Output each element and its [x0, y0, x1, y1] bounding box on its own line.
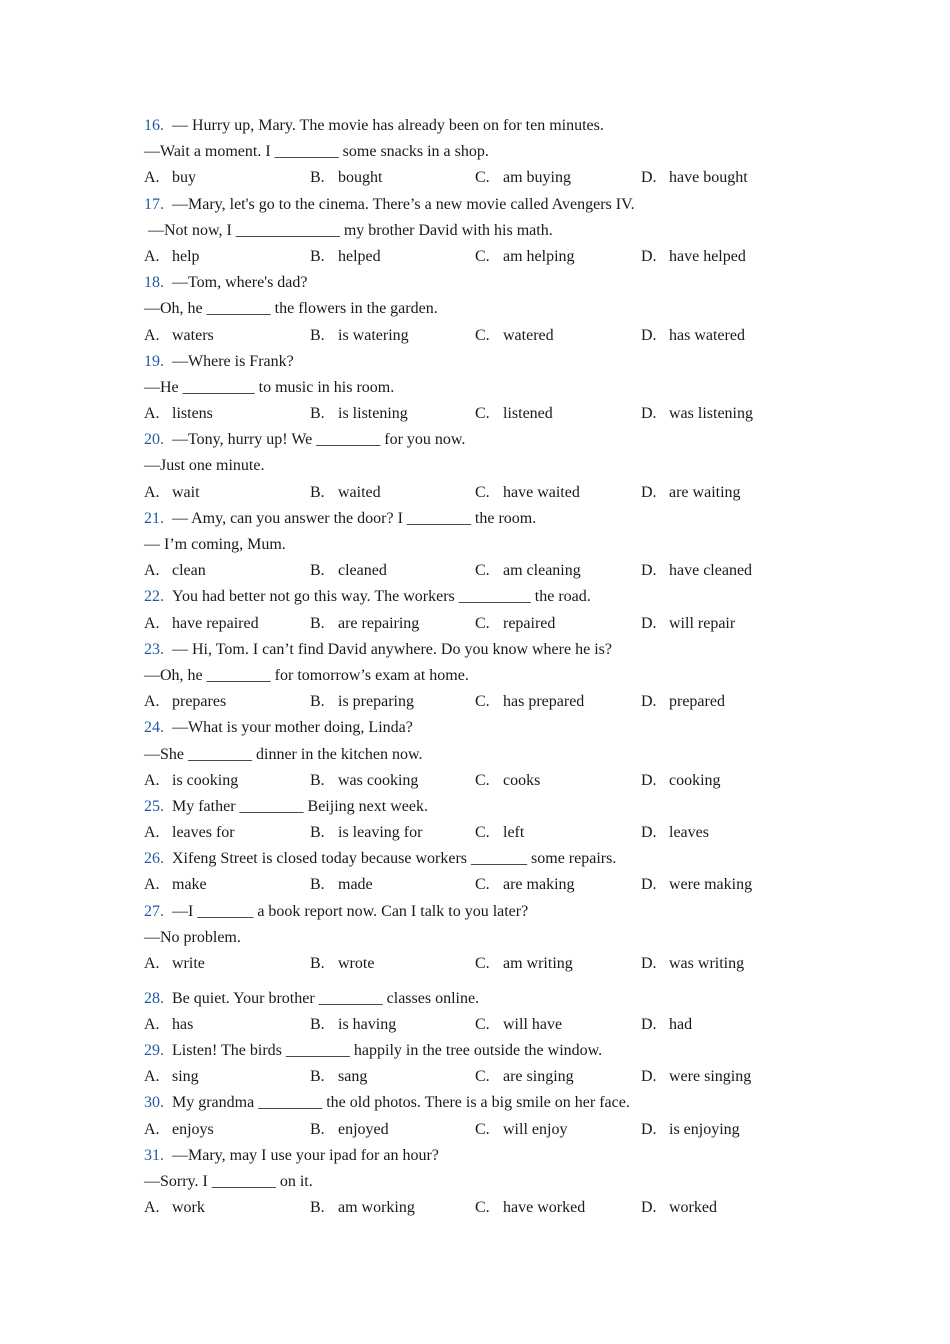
answer-option[interactable] [310, 872, 373, 898]
option-text: buy [172, 169, 196, 187]
question-number: 26. [144, 850, 164, 868]
option-letter: B. [310, 247, 325, 265]
answer-option[interactable] [310, 1012, 396, 1038]
option-letter: B. [310, 614, 325, 632]
number-spacer [164, 641, 172, 658]
option-text: have waited [503, 483, 580, 501]
option-text: have worked [503, 1199, 586, 1217]
answer-options [144, 611, 824, 637]
answer-option[interactable] [310, 768, 418, 794]
option-letter: D. [641, 1120, 657, 1138]
question-number: 21. [144, 509, 164, 527]
option-letter: C. [475, 247, 490, 265]
option-letter: C. [475, 169, 490, 187]
question-stem [144, 584, 824, 610]
answer-option[interactable] [475, 558, 581, 584]
answer-option[interactable] [641, 323, 745, 349]
option-text: am working [338, 1199, 415, 1217]
question-stem [144, 986, 824, 1012]
option-letter: C. [475, 1199, 490, 1217]
option-text: wait [172, 483, 200, 501]
question-text: — Hurry up, Mary. The movie has already been on for ten minutes. [172, 117, 604, 134]
answer-option[interactable] [641, 1064, 751, 1090]
question-number: 29. [144, 1042, 164, 1060]
question-list [144, 113, 824, 1221]
option-letter: B. [310, 483, 325, 501]
option-letter: B. [310, 876, 325, 894]
number-spacer [164, 196, 172, 213]
number-spacer [164, 1094, 172, 1111]
question-dialogue-line [144, 218, 824, 244]
answer-option[interactable] [310, 820, 422, 846]
question-number: 22. [144, 588, 164, 606]
option-text: has watered [669, 326, 745, 344]
option-letter: D. [641, 955, 657, 972]
option-text: have repaired [172, 614, 259, 632]
option-text: help [172, 247, 200, 265]
question-dialogue-line [144, 375, 824, 401]
option-text: were making [669, 876, 753, 894]
question-text: — I’m coming, Mum. [144, 536, 286, 553]
answer-option[interactable] [144, 951, 205, 977]
option-text: are waiting [669, 483, 741, 501]
answer-option[interactable] [144, 611, 259, 637]
option-text: clean [172, 562, 206, 580]
question-dialogue-line [144, 742, 824, 768]
answer-option[interactable] [641, 611, 735, 637]
option-letter: D. [641, 771, 657, 789]
answer-options [144, 689, 824, 715]
question-stem [144, 1090, 824, 1116]
question-dialogue-line [144, 532, 824, 558]
answer-option[interactable] [475, 1117, 567, 1143]
answer-option[interactable] [310, 558, 387, 584]
option-letter: A. [144, 326, 160, 344]
question-number: 16. [144, 117, 164, 134]
question-text: —Oh, he ________ for tomorrow’s exam at home. [144, 666, 469, 684]
option-text: sang [338, 1068, 368, 1086]
option-letter: B. [310, 326, 325, 344]
option-text: will repair [669, 614, 736, 632]
answer-option[interactable] [475, 768, 540, 794]
option-text: cooks [503, 771, 541, 789]
answer-option[interactable] [310, 244, 381, 270]
option-letter: B. [310, 1068, 325, 1086]
answer-option[interactable] [310, 1117, 389, 1143]
question-text: Xifeng Street is closed today because workers _______ some repairs. [172, 850, 617, 868]
option-letter: B. [310, 562, 325, 580]
option-text: is watering [338, 326, 409, 344]
question-stem [144, 113, 824, 139]
option-letter: C. [475, 955, 490, 972]
option-text: leaves for [172, 824, 235, 842]
answer-option[interactable] [641, 480, 741, 506]
question-stem [144, 899, 824, 925]
question-number: 30. [144, 1094, 164, 1112]
option-text: was writing [669, 955, 745, 972]
option-letter: C. [475, 1068, 490, 1086]
option-letter: B. [310, 693, 325, 711]
question-number: 24. [144, 719, 164, 737]
question-text: —Where is Frank? [172, 352, 294, 370]
answer-option[interactable] [475, 951, 573, 977]
option-letter: C. [475, 876, 490, 894]
answer-option[interactable] [641, 1195, 717, 1221]
option-letter: D. [641, 1068, 657, 1086]
option-letter: B. [310, 955, 325, 972]
answer-option[interactable] [641, 401, 753, 427]
question-number: 20. [144, 431, 164, 449]
answer-option[interactable] [475, 244, 575, 270]
answer-option[interactable] [641, 768, 721, 794]
option-letter: D. [641, 247, 657, 265]
answer-option[interactable] [641, 872, 752, 898]
option-text: is having [338, 1015, 397, 1033]
question-stem [144, 192, 824, 218]
option-text: is preparing [338, 693, 414, 711]
question-number: 25. [144, 797, 164, 815]
answer-option[interactable] [475, 611, 555, 637]
option-letter: A. [144, 876, 160, 894]
answer-option[interactable] [310, 1195, 415, 1221]
question-stem [144, 715, 824, 741]
number-spacer [164, 274, 172, 291]
option-text: wrote [338, 955, 375, 972]
option-letter: B. [310, 1120, 325, 1138]
question-number: 18. [144, 274, 164, 292]
answer-options [144, 1195, 824, 1221]
question-text: —Oh, he ________ the flowers in the garden. [144, 300, 438, 318]
option-text: have cleaned [669, 562, 753, 580]
answer-option[interactable] [310, 480, 381, 506]
number-spacer [164, 353, 172, 370]
question-text: —Just one minute. [144, 457, 265, 475]
option-text: helped [338, 247, 381, 265]
number-spacer [164, 990, 172, 1007]
answer-option[interactable] [475, 323, 554, 349]
option-letter: D. [641, 1199, 657, 1217]
option-letter: A. [144, 405, 160, 423]
answer-option[interactable] [144, 872, 207, 898]
option-letter: D. [641, 614, 657, 632]
option-letter: A. [144, 562, 160, 580]
option-text: was listening [669, 405, 753, 423]
question-text: Listen! The birds ________ happily in the tree outside the window. [172, 1042, 603, 1060]
question-dialogue-line [144, 663, 824, 689]
number-spacer [164, 431, 172, 448]
question-text: — Amy, can you answer the door? I ________ the room. [172, 509, 537, 527]
option-text: waters [172, 326, 214, 344]
question-stem [144, 1143, 824, 1169]
number-spacer [164, 719, 172, 736]
option-letter: A. [144, 169, 160, 187]
option-text: write [172, 955, 205, 972]
option-letter: C. [475, 1015, 490, 1033]
option-text: bought [338, 169, 383, 187]
answer-options [144, 323, 824, 349]
question-number: 28. [144, 989, 164, 1007]
question-number: 31. [144, 1146, 164, 1164]
answer-option[interactable] [310, 611, 419, 637]
answer-option[interactable] [475, 689, 584, 715]
option-letter: D. [641, 824, 657, 842]
option-text: cooking [669, 771, 721, 789]
option-text: are singing [503, 1068, 574, 1086]
answer-option[interactable] [475, 401, 553, 427]
answer-options [144, 244, 824, 270]
answer-option[interactable] [144, 480, 200, 506]
answer-option[interactable] [475, 480, 580, 506]
option-letter: B. [310, 405, 325, 423]
option-letter: C. [475, 614, 490, 632]
answer-options [144, 872, 824, 898]
answer-option[interactable] [641, 1012, 692, 1038]
number-spacer [164, 1147, 172, 1164]
answer-option[interactable] [475, 1195, 585, 1221]
answer-option[interactable] [310, 165, 382, 191]
option-text: will enjoy [503, 1120, 568, 1138]
question-text: —She ________ dinner in the kitchen now. [144, 745, 423, 763]
option-text: is listening [338, 405, 408, 423]
answer-option[interactable] [641, 689, 725, 715]
option-letter: A. [144, 771, 160, 789]
option-letter: C. [475, 326, 490, 344]
answer-option[interactable] [475, 1064, 574, 1090]
option-letter: A. [144, 483, 160, 501]
question-dialogue-line [144, 139, 824, 165]
answer-option[interactable] [144, 401, 213, 427]
question-text: —Mary, let's go to the cinema. There’s a new movie called Avengers IV. [172, 195, 635, 213]
option-text: enjoys [172, 1120, 214, 1138]
option-text: prepares [172, 693, 227, 711]
question-stem [144, 794, 824, 820]
answer-option[interactable] [641, 951, 744, 977]
question-dialogue-line [144, 925, 824, 951]
answer-option[interactable] [310, 401, 408, 427]
number-spacer [164, 850, 172, 867]
option-letter: D. [641, 562, 657, 580]
option-text: enjoyed [338, 1120, 389, 1138]
answer-options [144, 1117, 824, 1143]
option-letter: A. [144, 824, 160, 842]
answer-options [144, 401, 824, 427]
answer-option[interactable] [144, 1012, 193, 1038]
question-stem [144, 637, 824, 663]
option-letter: D. [641, 169, 657, 187]
answer-option[interactable] [641, 165, 748, 191]
option-letter: C. [475, 693, 490, 711]
option-text: leaves [669, 824, 709, 842]
answer-option[interactable] [144, 820, 235, 846]
answer-option[interactable] [144, 558, 206, 584]
question-number: 17. [144, 195, 164, 213]
question-stem [144, 1038, 824, 1064]
option-letter: D. [641, 326, 657, 344]
answer-option[interactable] [144, 165, 196, 191]
answer-option[interactable] [144, 1064, 199, 1090]
option-letter: B. [310, 169, 325, 187]
question-text: —Wait a moment. I ________ some snacks in a shop. [144, 143, 489, 161]
option-letter: B. [310, 1199, 325, 1217]
option-text: prepared [669, 693, 725, 711]
question-text: —Mary, may I use your ipad for an hour? [172, 1146, 439, 1164]
option-text: am writing [503, 955, 573, 972]
answer-options [144, 1012, 824, 1038]
question-text: —Not now, I _____________ my brother David with his math. [144, 221, 553, 239]
option-letter: A. [144, 1015, 160, 1033]
answer-option[interactable] [144, 1117, 214, 1143]
number-spacer [164, 117, 172, 134]
option-text: listened [503, 405, 553, 423]
question-text: You had better not go this way. The workers _________ the road. [172, 588, 591, 606]
answer-options [144, 820, 824, 846]
option-letter: C. [475, 405, 490, 423]
option-text: work [172, 1199, 205, 1217]
answer-option[interactable] [475, 872, 575, 898]
option-text: has [172, 1015, 194, 1033]
option-text: was cooking [338, 771, 419, 789]
option-text: had [669, 1015, 693, 1033]
option-letter: D. [641, 483, 657, 501]
option-letter: A. [144, 1068, 160, 1086]
question-text: —No problem. [144, 928, 241, 946]
option-text: listens [172, 405, 213, 423]
option-text: left [503, 824, 525, 842]
option-letter: C. [475, 824, 490, 842]
option-letter: D. [641, 405, 657, 423]
question-text: —Sorry. I ________ on it. [144, 1173, 313, 1190]
question-dialogue-line [144, 296, 824, 322]
question-text: My father ________ Beijing next week. [172, 797, 428, 815]
option-text: repaired [503, 614, 556, 632]
answer-option[interactable] [144, 1195, 205, 1221]
number-spacer [164, 510, 172, 527]
answer-options [144, 558, 824, 584]
option-text: are repairing [338, 614, 420, 632]
answer-option[interactable] [310, 1064, 367, 1090]
option-letter: C. [475, 1120, 490, 1138]
question-text: —What is your mother doing, Linda? [172, 719, 413, 737]
option-text: are making [503, 876, 575, 894]
question-stem [144, 349, 824, 375]
question-dialogue-line [144, 1169, 824, 1195]
option-text: am buying [503, 169, 571, 187]
number-spacer [164, 588, 172, 605]
option-letter: C. [475, 483, 490, 501]
answer-option[interactable] [475, 820, 524, 846]
answer-options [144, 951, 824, 977]
option-letter: A. [144, 693, 160, 711]
question-stem [144, 270, 824, 296]
answer-option[interactable] [144, 244, 200, 270]
answer-option[interactable] [144, 768, 238, 794]
answer-options [144, 768, 824, 794]
option-letter: A. [144, 1120, 160, 1138]
number-spacer [164, 798, 172, 815]
option-letter: B. [310, 824, 325, 842]
question-text: My grandma ________ the old photos. There is a big smile on her face. [172, 1094, 630, 1112]
answer-option[interactable] [144, 689, 226, 715]
option-text: am cleaning [503, 562, 581, 580]
question-number: 27. [144, 902, 164, 920]
question-text: —He _________ to music in his room. [144, 378, 395, 396]
answer-option[interactable] [144, 323, 214, 349]
answer-option[interactable] [641, 244, 746, 270]
question-text: —Tony, hurry up! We ________ for you now. [172, 431, 466, 449]
option-text: is cooking [172, 771, 239, 789]
option-text: has prepared [503, 693, 585, 711]
option-letter: D. [641, 876, 657, 894]
number-spacer [164, 1042, 172, 1059]
option-letter: D. [641, 693, 657, 711]
option-text: waited [338, 483, 381, 501]
question-text: — Hi, Tom. I can’t find David anywhere. Do you know where he is? [172, 640, 612, 658]
answer-option[interactable] [641, 558, 752, 584]
question-stem [144, 846, 824, 872]
answer-options [144, 165, 824, 191]
question-text: Be quiet. Your brother ________ classes online. [172, 989, 480, 1007]
question-number: 19. [144, 352, 164, 370]
answer-option[interactable] [310, 951, 374, 977]
option-text: is enjoying [669, 1120, 740, 1138]
option-text: is leaving for [338, 824, 423, 842]
option-letter: A. [144, 1199, 160, 1217]
question-dialogue-line [144, 453, 824, 479]
option-text: were singing [669, 1068, 752, 1086]
question-number: 23. [144, 640, 164, 658]
answer-option[interactable] [475, 1012, 562, 1038]
option-text: make [172, 876, 207, 894]
question-text: —I _______ a book report now. Can I talk to you later? [172, 902, 529, 920]
question-text: —Tom, where's dad? [172, 274, 308, 292]
option-letter: B. [310, 1015, 325, 1033]
option-letter: A. [144, 955, 160, 972]
answer-option[interactable] [310, 323, 409, 349]
question-stem [144, 506, 824, 532]
answer-options [144, 480, 824, 506]
option-text: have helped [669, 247, 746, 265]
option-text: worked [669, 1199, 717, 1217]
option-letter: C. [475, 562, 490, 580]
option-text: watered [503, 326, 554, 344]
option-text: have bought [669, 169, 748, 187]
option-text: will have [503, 1015, 563, 1033]
option-letter: B. [310, 771, 325, 789]
option-text: sing [172, 1068, 199, 1086]
option-letter: A. [144, 614, 160, 632]
number-spacer [164, 903, 172, 920]
answer-option[interactable] [475, 165, 571, 191]
answer-option[interactable] [641, 820, 709, 846]
option-letter: D. [641, 1015, 657, 1033]
option-letter: A. [144, 247, 160, 265]
question-stem [144, 427, 824, 453]
option-text: am helping [503, 247, 575, 265]
answer-options [144, 1064, 824, 1090]
option-letter: C. [475, 771, 490, 789]
answer-option[interactable] [310, 689, 414, 715]
answer-option[interactable] [641, 1117, 740, 1143]
option-text: made [338, 876, 373, 894]
option-text: cleaned [338, 562, 387, 580]
